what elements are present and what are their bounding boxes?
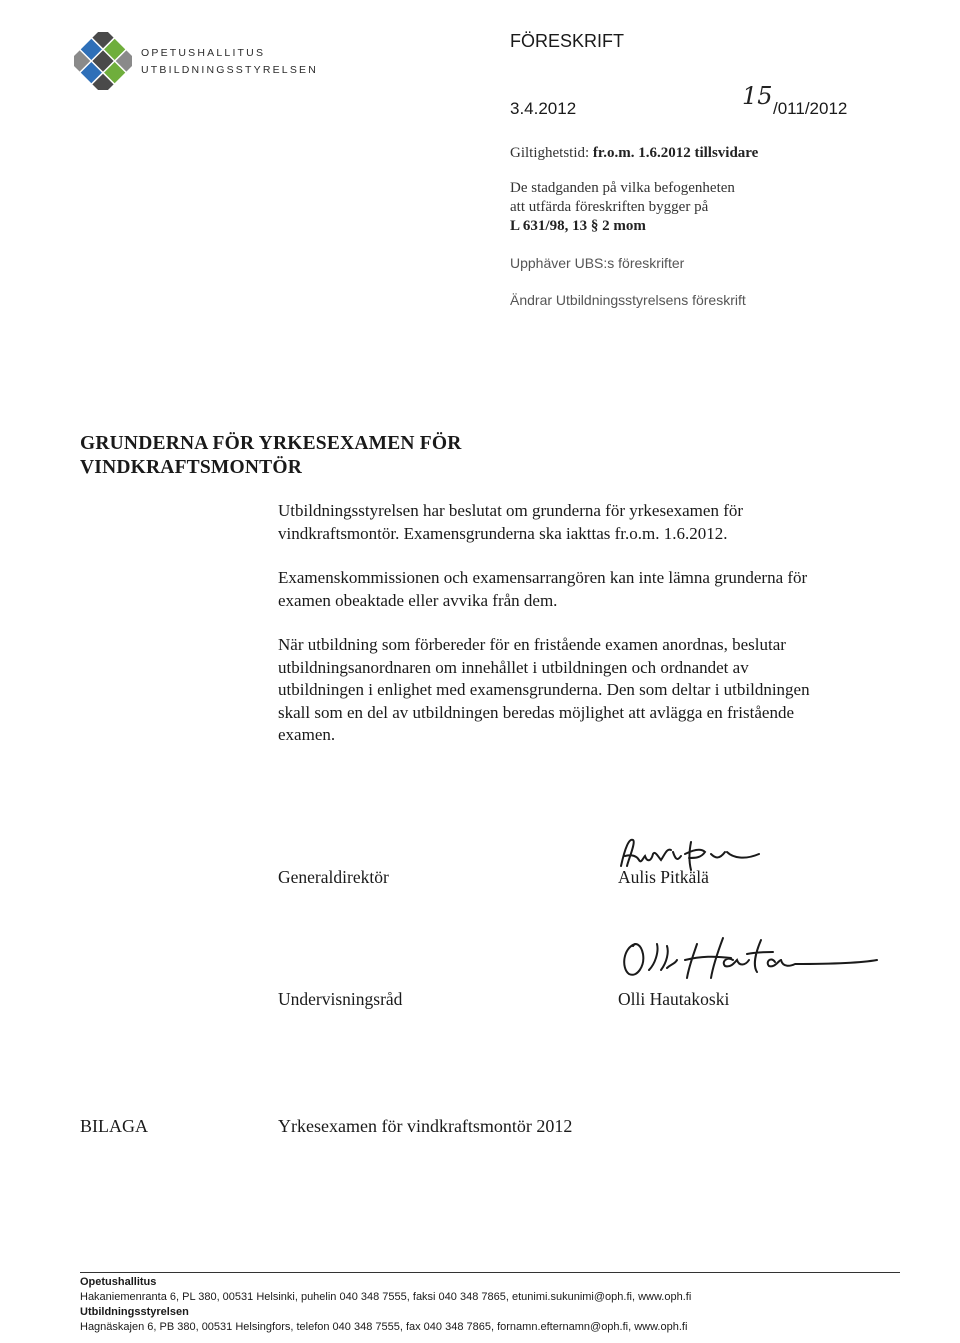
authority-line-2: att utfärda föreskriften bygger på <box>510 199 709 215</box>
footer-org-swedish: Utbildningsstyrelsen <box>80 1306 189 1318</box>
paragraph-commission <box>278 567 888 612</box>
logo-name-finnish: OPETUSHALLITUS <box>141 47 266 59</box>
validity-label: Giltighetstid: <box>510 145 590 161</box>
title-line-2: VINDKRAFTSMONTÖR <box>80 457 303 478</box>
authority-reference: L 631/98, 13 § 2 mom <box>510 218 646 234</box>
document-number: /011/2012 <box>773 99 848 118</box>
authority-line-1: De stadganden på vilka befogenheten <box>510 180 735 196</box>
logo-name-swedish: UTBILDNINGSSTYRELSEN <box>141 64 319 76</box>
attachment-label: BILAGA <box>80 1116 148 1136</box>
paragraph-line: När utbildning som förbereder för en fristående examen anordnas, beslutar <box>278 635 786 654</box>
paragraph-line: Examenskommissionen och examensarrangören kan inte lämna grunderna för <box>278 568 808 587</box>
attachment-title: Yrkesexamen för vindkraftsmontör 2012 <box>278 1116 573 1136</box>
signatory-name: Olli Hautakoski <box>618 989 730 1009</box>
footer <box>80 1275 691 1335</box>
paragraph-line: utbildningen i enlighet med examensgrunderna. Den som deltar i utbildningen <box>278 680 810 699</box>
paragraph-line: utbildningsanordnaren om innehållet i utbildningen och ordnandet av <box>278 657 749 677</box>
organization-logo-icon <box>74 32 132 90</box>
paragraph-decision <box>278 500 888 545</box>
signatory-role: Generaldirektör <box>278 867 389 887</box>
paragraph-training <box>278 634 888 747</box>
paragraph-line: examen. <box>278 725 336 744</box>
paragraph-line: examen obeaktade eller avvika från dem. <box>278 590 558 610</box>
footer-divider <box>80 1272 900 1273</box>
title-line-1: GRUNDERNA FÖR YRKESEXAMEN FÖR <box>80 433 462 454</box>
repeals-line: Upphäver UBS:s föreskrifter <box>510 255 685 271</box>
signatory-name: Aulis Pitkälä <box>618 867 709 887</box>
signatory-role: Undervisningsråd <box>278 989 403 1009</box>
paragraph-line: vindkraftsmontör. Examensgrunderna ska iakttas fr.o.m. 1.6.2012. <box>278 523 728 543</box>
paragraph-line: Utbildningsstyrelsen har beslutat om grunderna för yrkesexamen för <box>278 501 744 520</box>
document-type: FÖRESKRIFT <box>510 31 625 51</box>
footer-address-finnish: Hakaniemenranta 6, PL 380, 00531 Helsinki, puhelin 040 348 7555, faksi 040 348 7865, etunimi.sukunimi@oph.fi, www.oph.fi <box>80 1291 692 1303</box>
signature-hautakoski <box>615 930 885 986</box>
amends-line: Ändrar Utbildningsstyrelsens föreskrift <box>510 292 746 308</box>
document-date: 3.4.2012 <box>510 99 577 118</box>
footer-org-finnish: Opetushallitus <box>80 1276 157 1288</box>
paragraph-line: skall som en del av utbildningen beredas möjlighet att avlägga en fristående <box>278 702 794 722</box>
validity-line <box>510 145 758 162</box>
handwritten-number: 15 <box>742 82 773 110</box>
page-title <box>80 432 462 480</box>
validity-value: fr.o.m. 1.6.2012 tillsvidare <box>592 145 759 161</box>
footer-address-swedish: Hagnäskajen 6, PB 380, 00531 Helsingfors, telefon 040 348 7555, fax 040 348 7865, fornamn.efternamn@oph.fi, www.oph.fi <box>80 1321 688 1333</box>
